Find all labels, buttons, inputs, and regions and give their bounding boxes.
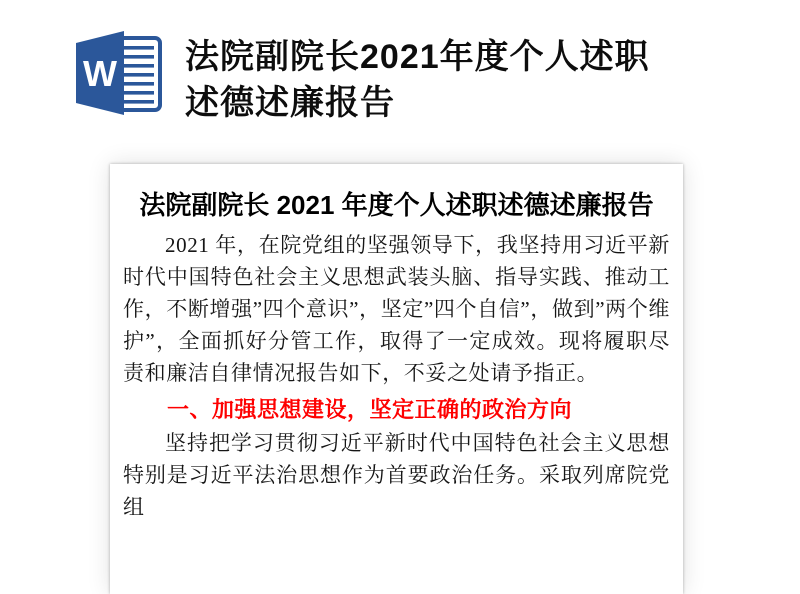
header: [0, 0, 800, 126]
word-icon-letter: W: [83, 53, 117, 94]
document-title: 法院副院长 2021 年度个人述职述德述廉报告: [139, 190, 654, 220]
paragraph-section-1: 坚持把学习贯彻习近平新时代中国特色社会主义思想特别是习近平法治思想作为首要政治任务。采取列席院党组: [123, 431, 670, 519]
paragraph-intro: 2021 年，在院党组的坚强领导下，我坚持用习近平新时代中国特色社会主义思想武装头脑、指导实践、推动工作，不断增强”四个意识”，坚定”四个自信”，做到”两个维护”，全面抓好分管工作，取得了一定成效。现将履职尽责和廉洁自律情况报告如下，不妥之处请予指正。: [123, 233, 670, 385]
document-page: [110, 164, 683, 594]
document-body: [123, 229, 670, 523]
page-title: 法院副院长2021年度个人述职述德述廉报告: [185, 38, 650, 122]
word-file-icon: [64, 28, 164, 118]
section-heading-1: 一、加强思想建设，坚定正确的政治方向: [167, 397, 573, 422]
